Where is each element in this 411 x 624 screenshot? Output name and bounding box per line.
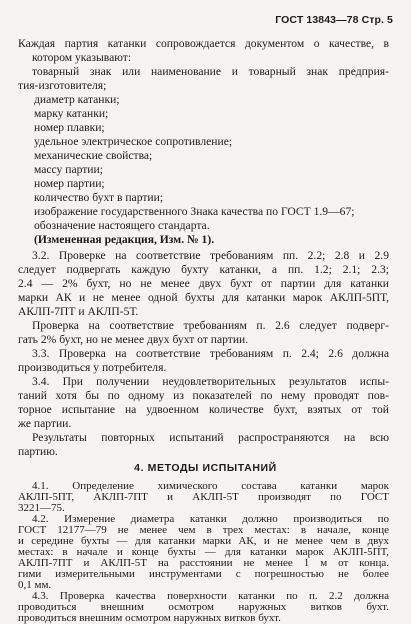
text-line: местах: в начале и конце бухты — для катанки марок АКЛП-5ПТ, bbox=[18, 546, 389, 558]
text-line: 2.4 — 2% бухт, но не менее двух бухт от партии для катанки bbox=[18, 277, 389, 290]
text-line: изображение государственного Знака качества по ГОСТ 1.9—67; bbox=[34, 205, 355, 218]
text-line: партию. bbox=[18, 445, 58, 458]
text-line: 0,1 мм. bbox=[18, 579, 52, 591]
text-line: и середине бухты — для катанки марки АК, и не менее чем в двух bbox=[18, 535, 389, 547]
text-line: диаметр катанки; bbox=[34, 93, 120, 106]
text-line: проводиться внешним осмотром наружных витков бухт. bbox=[18, 601, 389, 613]
text-line: 4.2. Измерение диаметра катанки должно производиться по bbox=[32, 513, 389, 525]
text-line: марки АК и не менее одной бухты для катанки марок АКЛП-5ПТ, bbox=[18, 291, 389, 304]
text-line: количество бухт в партии; bbox=[34, 191, 164, 204]
text-line: торное испытание на удвоенном количестве бухт, взятых от той bbox=[18, 403, 389, 416]
text-line: гими измерительными инструментами с погрешностью не более bbox=[18, 568, 389, 580]
text-line: Каждая партия катанки сопровождается документом о качестве, в bbox=[18, 37, 389, 50]
text-line: 3221—75. bbox=[18, 502, 65, 514]
text-line: таний хотя бы по одному из показателей по нему проводят пов- bbox=[18, 389, 389, 402]
text-line: АКЛП-7ПТ и АКЛП-5Т на расстоянии не менее 1 м от конца. bbox=[18, 557, 389, 569]
text-line: ГОСТ 12177—79 не менее чем в трех местах: в начале, конце bbox=[18, 524, 389, 536]
text-line: 3.4. При получении неудовлетворительных результатов испы- bbox=[32, 375, 389, 388]
text-line: следует подвергать каждую бухту катанки, а пп. 1.2; 2.1; 2.3; bbox=[18, 263, 389, 276]
text-line: обозначение настоящего стандарта. bbox=[34, 219, 210, 232]
text-line: товарный знак или наименование и товарный знак предприя- bbox=[32, 65, 389, 78]
text-line: гать 2% бухт, но не менее двух бухт от партии. bbox=[18, 333, 249, 346]
text-line: 4.1. Определение химического состава катанки марок bbox=[32, 480, 389, 492]
text-line: тия-изготовителя; bbox=[18, 79, 107, 92]
text-line: проводиться внешним осмотром наружных витков бухт. bbox=[18, 612, 281, 624]
page-header: ГОСТ 13843—78 Стр. 5 bbox=[275, 14, 393, 26]
text-line: марку катанки; bbox=[34, 107, 109, 120]
amendment-note: (Измененная редакция, Изм. № 1). bbox=[34, 233, 215, 246]
text-line: механические свойства; bbox=[34, 149, 153, 162]
text-line: же партии. bbox=[18, 417, 72, 430]
text-line: номер плавки; bbox=[34, 121, 105, 134]
text-line: котором указывают: bbox=[32, 51, 132, 64]
text-line: АКЛП-5ПТ, АКЛП-7ПТ и АКЛП-5Т производят по ГОСТ bbox=[18, 491, 389, 503]
section-title: 4. МЕТОДЫ ИСПЫТАНИЙ bbox=[134, 462, 277, 474]
text-line: производиться у потребителя. bbox=[18, 361, 167, 374]
text-line: Результаты повторных испытаний распространяются на всю bbox=[32, 431, 389, 444]
text-line: номер партии; bbox=[34, 177, 105, 190]
text-line: 4.3. Проверка качества поверхности катанки по п. 2.2 должна bbox=[32, 590, 389, 602]
text-line: АКЛП-7ПТ и АКЛП-5Т. bbox=[18, 305, 139, 318]
text-line: Проверка на соответствие требованиям п. 2.6 следует подверг- bbox=[32, 319, 389, 332]
text-line: удельное электрическое сопротивление; bbox=[34, 135, 233, 148]
text-line: массу партии; bbox=[34, 163, 103, 176]
text-line: 3.3. Проверка на соответствие требованиям п. 2.4; 2.6 должна bbox=[32, 347, 389, 360]
text-line: 3.2. Проверке на соответствие требованиям пп. 2.2; 2.8 и 2.9 bbox=[32, 249, 389, 262]
